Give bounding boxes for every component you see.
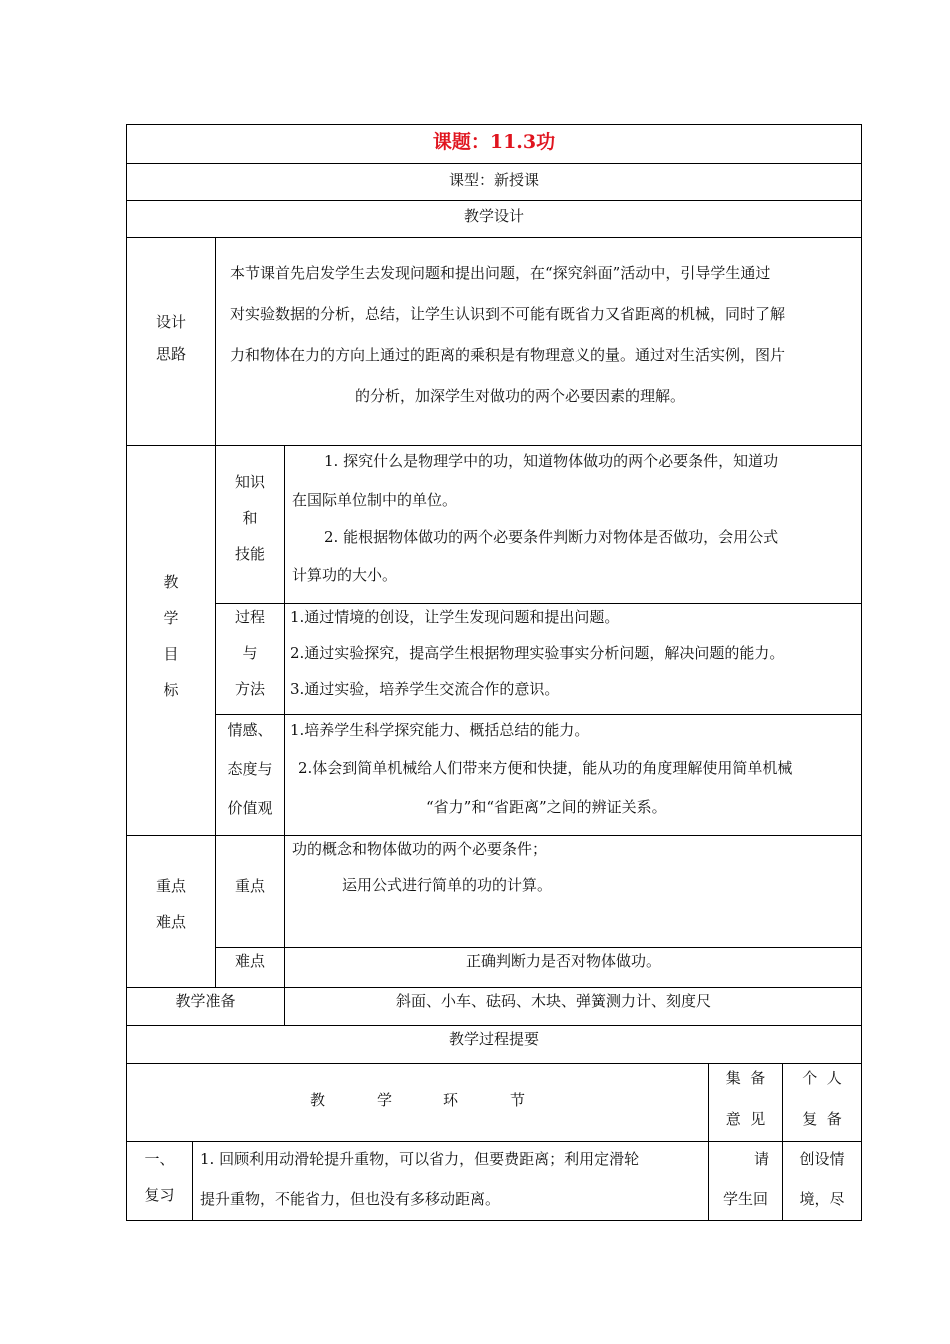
design-idea-line-2: 对实验数据的分析，总结，让学生认识到不可能有既省力又省距离的机械，同时了解 — [230, 305, 786, 323]
goals-label-1: 教 — [163, 573, 179, 591]
emotion-line-2: 2.体会到简单机械给人们带来方便和快捷，能从功的角度理解使用简单机械 — [298, 759, 793, 777]
emotion-label-3: 价值观 — [227, 799, 273, 817]
main-column-char-2: 学 — [377, 1091, 393, 1109]
key-label: 重点 — [234, 877, 265, 895]
emotion-line-3: “省力”和“省距离”之间的辨证关系。 — [426, 798, 667, 816]
main-column-char-3: 环 — [443, 1091, 459, 1109]
review-collective-2: 学生回 — [722, 1190, 768, 1208]
difficult-text: 正确判断力是否对物体做功。 — [466, 952, 662, 970]
review-collective-cell — [708, 1141, 783, 1221]
key-line-1: 功的概念和物体做功的两个必要条件； — [292, 840, 548, 858]
design-idea-line-3: 力和物体在力的方向上通过的距离的乘积是有物理意义的量。通过对生活实例，图片 — [230, 346, 786, 364]
goals-label-4: 标 — [163, 681, 179, 699]
emotion-label-2: 态度与 — [227, 760, 273, 778]
outline-heading: 教学过程提要 — [448, 1030, 539, 1048]
emotion-line-1: 1.培养学生科学探究能力、概括总结的能力。 — [290, 721, 590, 739]
design-heading: 教学设计 — [463, 207, 524, 225]
personal-header-2: 复 备 — [802, 1110, 842, 1128]
process-label-1: 过程 — [234, 608, 265, 626]
emotion-label-1: 情感、 — [227, 721, 273, 739]
key-points-label-2: 难点 — [155, 913, 186, 931]
process-label-3: 方法 — [234, 680, 265, 698]
goals-label-cell — [126, 445, 216, 836]
knowledge-line-3: 2. 能根据物体做功的两个必要条件判断力对物体是否做功，会用公式 — [324, 528, 779, 546]
knowledge-line-1: 1. 探究什么是物理学中的功，知道物体做功的两个必要条件，知道功 — [324, 452, 779, 470]
design-idea-label-1: 设计 — [155, 313, 186, 331]
review-label-1: 一、 — [144, 1150, 175, 1168]
collective-header-1: 集 备 — [725, 1069, 766, 1087]
design-idea-label-2: 思路 — [155, 345, 186, 363]
collective-header-2: 意 见 — [725, 1110, 766, 1128]
process-line-3: 3.通过实验，培养学生交流合作的意识。 — [290, 680, 560, 698]
difficult-label: 难点 — [234, 952, 265, 970]
knowledge-label-3: 技能 — [234, 545, 265, 563]
knowledge-line-4: 计算功的大小。 — [292, 566, 398, 584]
page-title: 课题：11.3功 — [432, 131, 556, 153]
key-line-2: 运用公式进行简单的功的计算。 — [342, 876, 553, 894]
review-line-2: 提升重物，不能省力，但也没有多移动距离。 — [200, 1190, 501, 1208]
knowledge-label-2: 和 — [242, 509, 258, 527]
main-column-header — [126, 1063, 709, 1142]
main-column-char-4: 节 — [510, 1091, 526, 1109]
review-personal-2: 境，尽 — [799, 1190, 845, 1208]
knowledge-line-2: 在国际单位制中的单位。 — [292, 491, 458, 509]
knowledge-label-1: 知识 — [234, 473, 265, 491]
review-label-2: 复习 — [144, 1186, 175, 1204]
design-idea-line-1: 本节课首先启发学生去发现问题和提出问题，在“探究斜面”活动中，引导学生通过 — [230, 264, 771, 282]
main-column-char-1: 教 — [310, 1091, 326, 1109]
preparation-text: 斜面、小车、砝码、木块、弹簧测力计、刻度尺 — [396, 992, 712, 1010]
review-personal-1: 创设情 — [799, 1150, 845, 1168]
review-line-1: 1. 回顾利用动滑轮提升重物，可以省力，但要费距离；利用定滑轮 — [200, 1150, 640, 1168]
personal-header-1: 个 人 — [802, 1069, 842, 1087]
goals-label-3: 目 — [163, 645, 179, 663]
process-line-2: 2.通过实验探究，提高学生根据物理实验事实分析问题，解决问题的能力。 — [290, 644, 785, 662]
goals-label-2: 学 — [163, 609, 179, 627]
design-idea-label-cell — [126, 237, 216, 446]
lesson-type: 课型：新授课 — [448, 171, 539, 189]
design-idea-line-4: 的分析，加深学生对做功的两个必要因素的理解。 — [355, 387, 686, 405]
preparation-label: 教学准备 — [175, 992, 236, 1010]
key-points-label-1: 重点 — [155, 877, 186, 895]
process-line-1: 1.通过情境的创设，让学生发现问题和提出问题。 — [290, 608, 620, 626]
process-label-2: 与 — [242, 644, 258, 662]
review-collective-1: 请 — [754, 1150, 770, 1168]
